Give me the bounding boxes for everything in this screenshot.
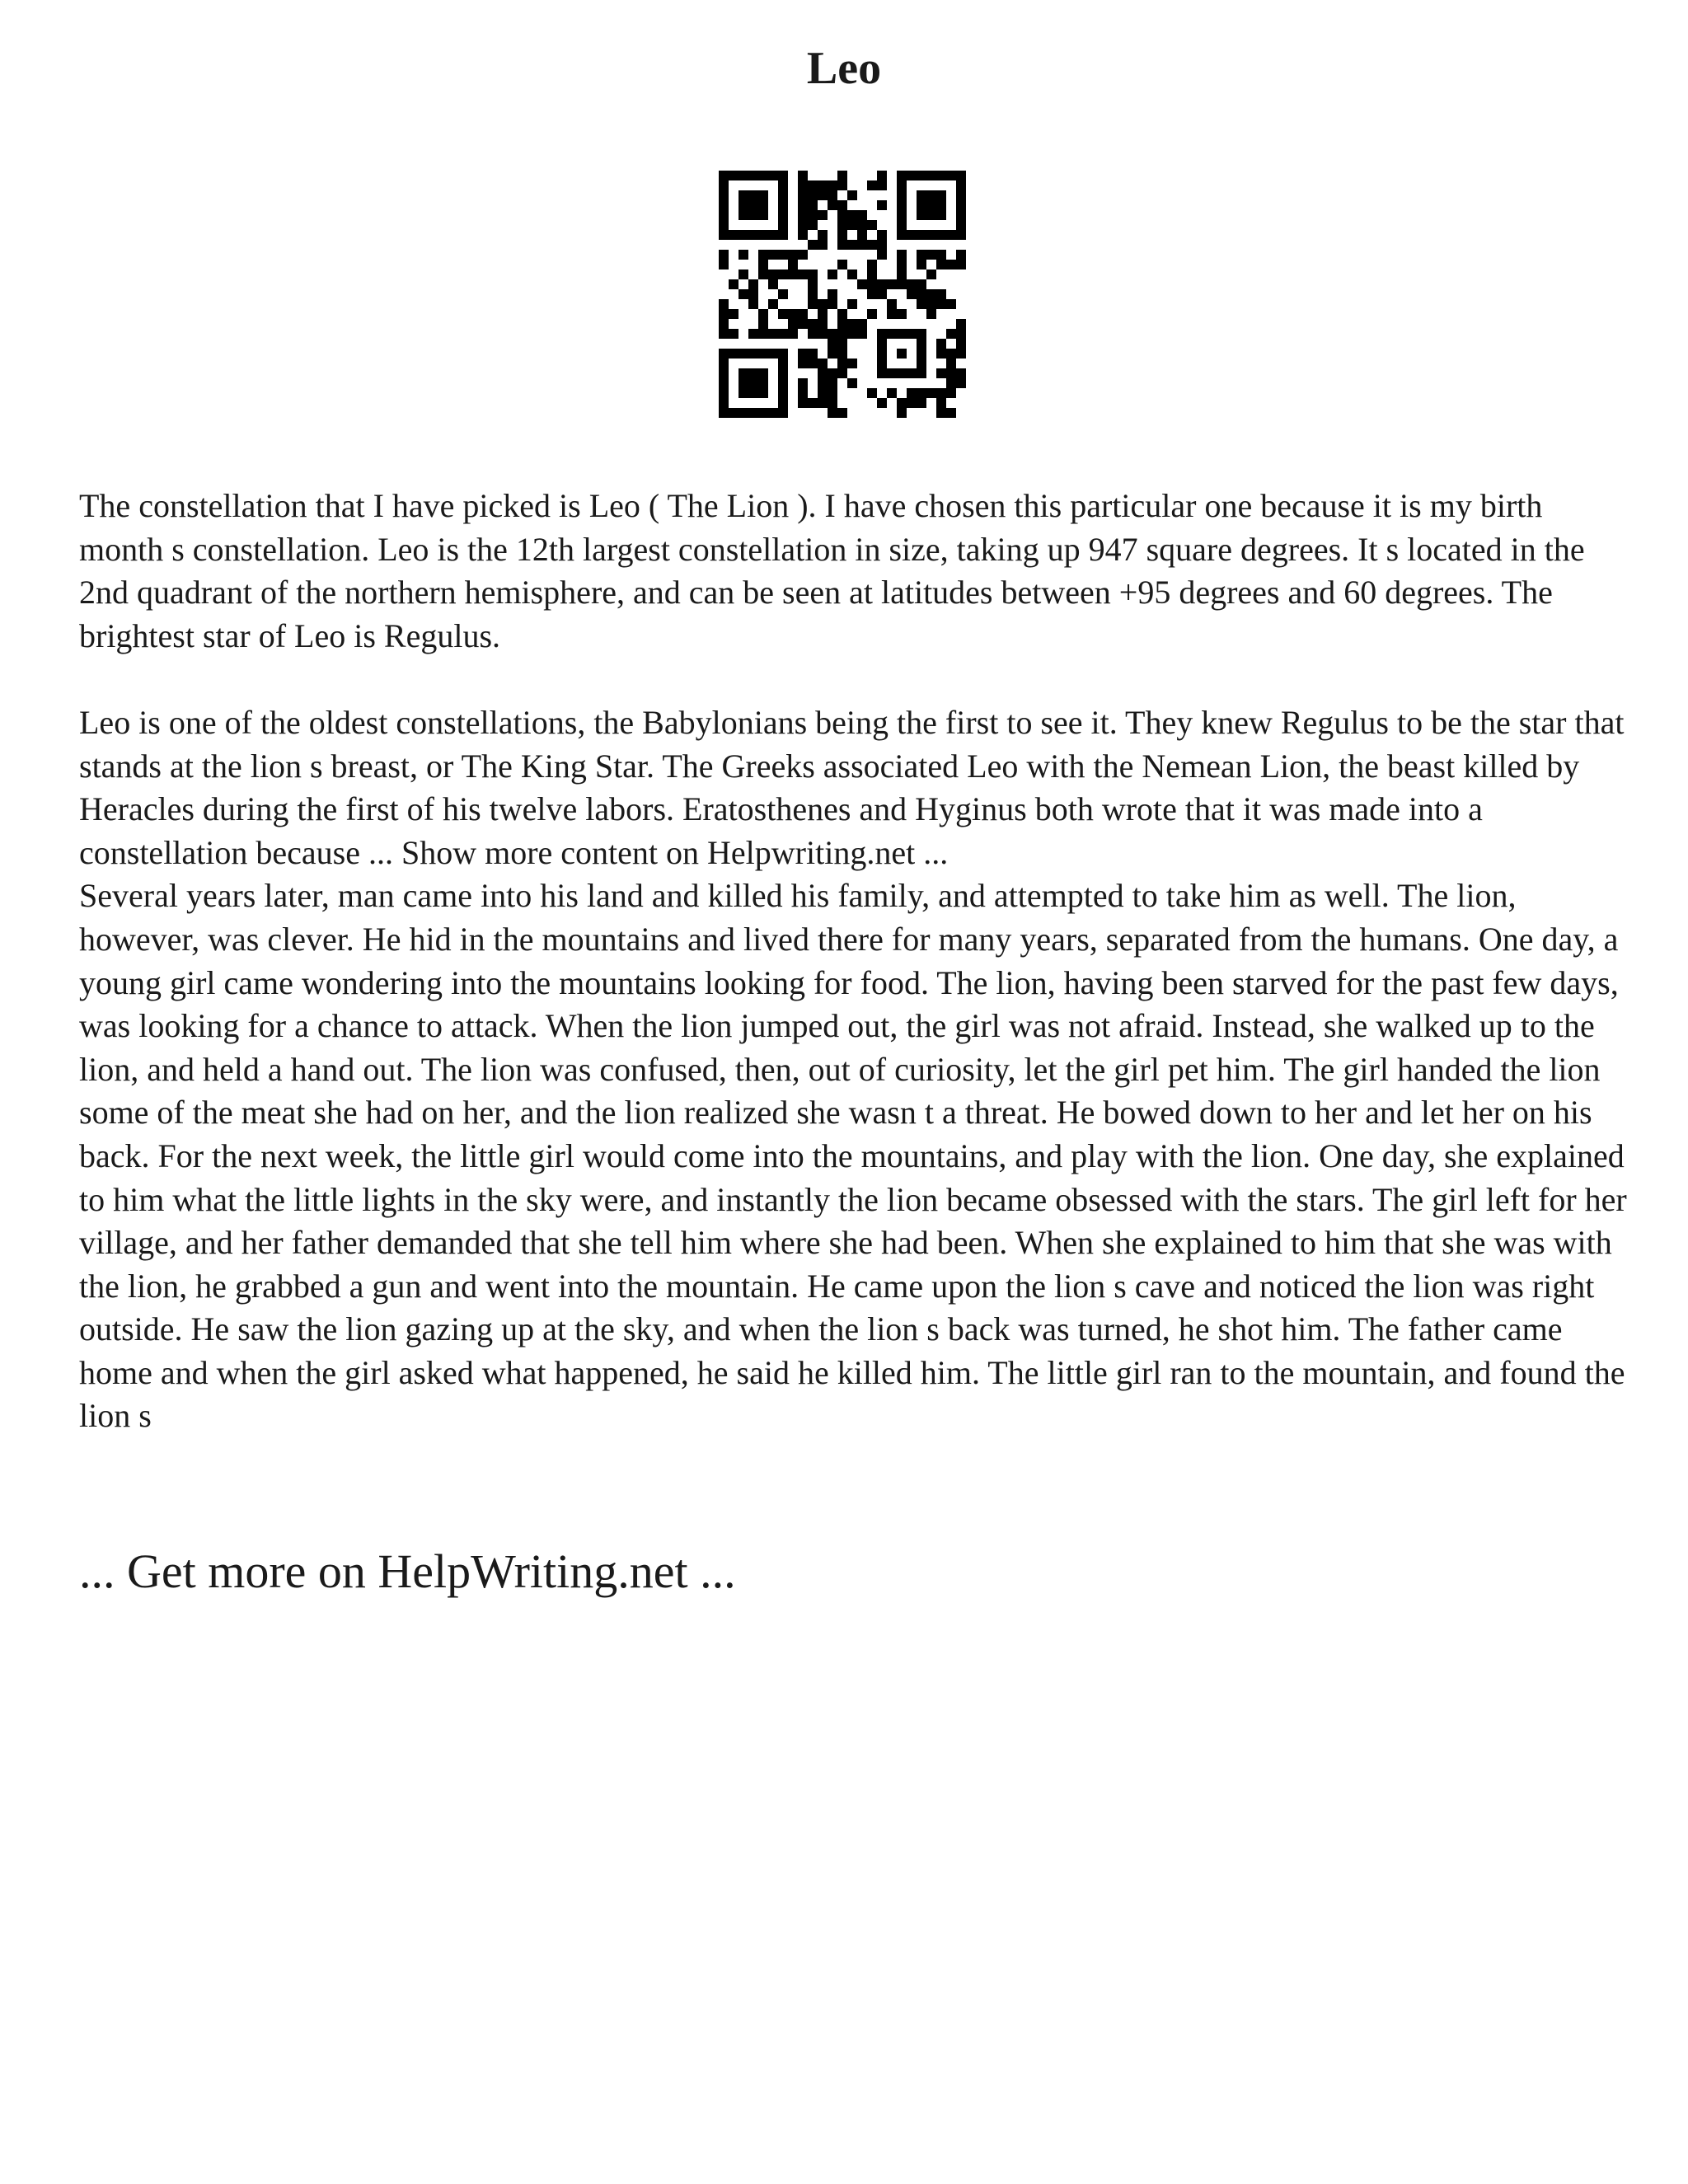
paragraph-intro: The constellation that I have picked is Leo ( The Lion ). I have chosen this particular one because it is my birth month s constellation. Leo is the 12th largest constellation in size, taking up 947 square degrees. It s located in the 2nd quadrant of the northern hemisphere, and can be seen at latitudes between +95 degrees and 60 degrees. The brightest star of Leo is Regulus. [79, 487, 1585, 654]
document-title: Leo [806, 43, 882, 94]
document-body [79, 485, 1629, 1438]
paragraph-story: Several years later, man came into his land and killed his family, and attempted to take him as well. The lion, however, was clever. He hid in the mountains and lived there for many years, separated from the humans. One day, a young girl came wondering into the mountains looking for food. The lion, having been starved for the past few days, was looking for a chance to attack. When the lion jumped out, the girl was not afraid. Instead, she walked up to the lion, and held a hand out. The lion was confused, then, out of curiosity, let the girl pet him. The girl handed the lion some of the meat she had on her, and the lion realized she wasn t a threat. He bowed down to her and let her on his back. For the next week, the little girl would come into the mountains, and play with the lion. One day, she explained to him what the little lights in the sky were, and instantly the lion became obsessed with the stars. The girl left for her village, and her father demanded that she tell him where she had been. When she explained to him that she was with the lion, he grabbed a gun and went into the mountain. He came upon the lion s cave and noticed the lion was right outside. He saw the lion gazing up at the sky, and when the lion s back was turned, he shot him. The father came home and when the girl asked what happened, he said he killed him. The little girl ran to the mountain, and found the lion s [79, 877, 1627, 1435]
qr-code-icon [719, 171, 966, 418]
get-more-link[interactable]: ... Get more on HelpWriting.net ... [79, 1544, 736, 1598]
paragraph-history: Leo is one of the oldest constellations, the Babylonians being the first to see it. They knew Regulus to be the star that stands at the lion s breast, or The King Star. The Greeks associated Leo with the Nemean Lion, the beast killed by Heracles during the first of his twelve labors. Eratosthenes and Hyginus both wrote that it was made into a constellation because ... Show more content on Helpwriting.net ... [79, 703, 1625, 871]
